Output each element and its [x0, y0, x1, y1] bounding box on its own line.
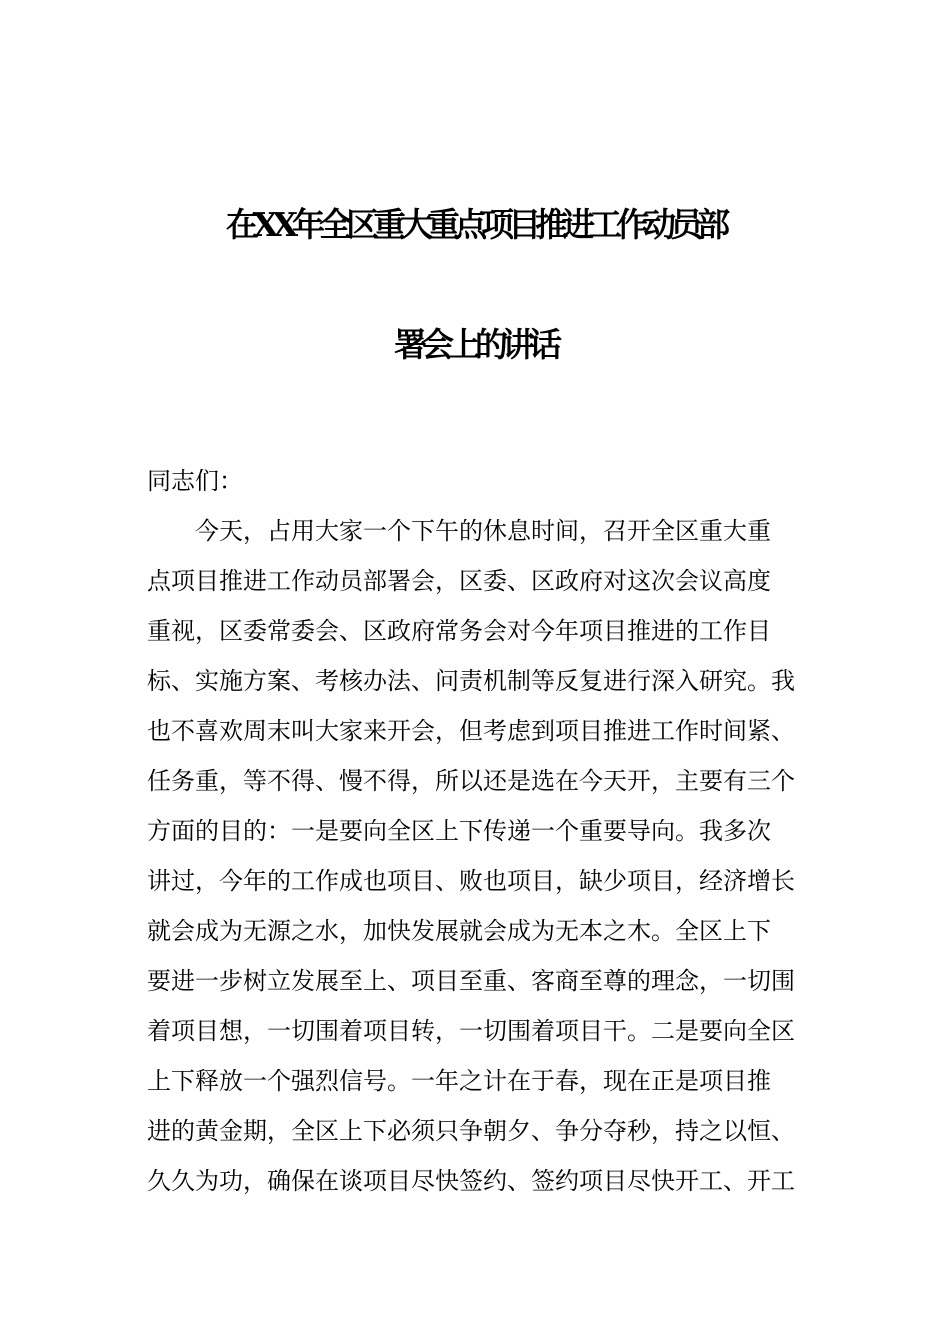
salutation: 同志们： — [147, 467, 243, 495]
paragraph-line: 也不喜欢周末叫大家来开会，但考虑到项目推进工作时间紧、 — [147, 717, 795, 745]
paragraph-line: 进的黄金期，全区上下必须只争朝夕、争分夺秒，持之以恒、 — [147, 1117, 795, 1145]
paragraph-line: 着项目想，一切围着项目转，一切围着项目干。二是要向全区 — [147, 1017, 795, 1045]
paragraph-line: 上下释放一个强烈信号。一年之计在于春，现在正是项目推 — [147, 1067, 771, 1095]
paragraph-line: 方面的目的：一是要向全区上下传递一个重要导向。我多次 — [147, 817, 771, 845]
paragraph-line: 久久为功，确保在谈项目尽快签约、签约项目尽快开工、开工 — [147, 1167, 795, 1195]
paragraph-line: 任务重，等不得、慢不得，所以还是选在今天开，主要有三个 — [147, 767, 795, 795]
paragraph-line: 重视，区委常委会、区政府常务会对今年项目推进的工作目 — [147, 617, 771, 645]
paragraph-line: 标、实施方案、考核办法、问责机制等反复进行深入研究。我 — [147, 667, 795, 695]
document-title-line-1: 在XX年全区重大重点项目推进工作动员部 — [225, 205, 725, 244]
paragraph-line: 就会成为无源之水，加快发展就会成为无本之木。全区上下 — [147, 917, 771, 945]
paragraph-line: 要进一步树立发展至上、项目至重、客商至尊的理念，一切围 — [147, 967, 795, 995]
paragraph-line: 点项目推进工作动员部署会，区委、区政府对这次会议高度 — [147, 567, 771, 595]
paragraph-line: 今天，占用大家一个下午的休息时间，召开全区重大重 — [147, 517, 771, 545]
paragraph-line: 讲过，今年的工作成也项目、败也项目，缺少项目，经济增长 — [147, 867, 795, 895]
document-title-line-2: 署会上的讲话 — [394, 325, 556, 364]
